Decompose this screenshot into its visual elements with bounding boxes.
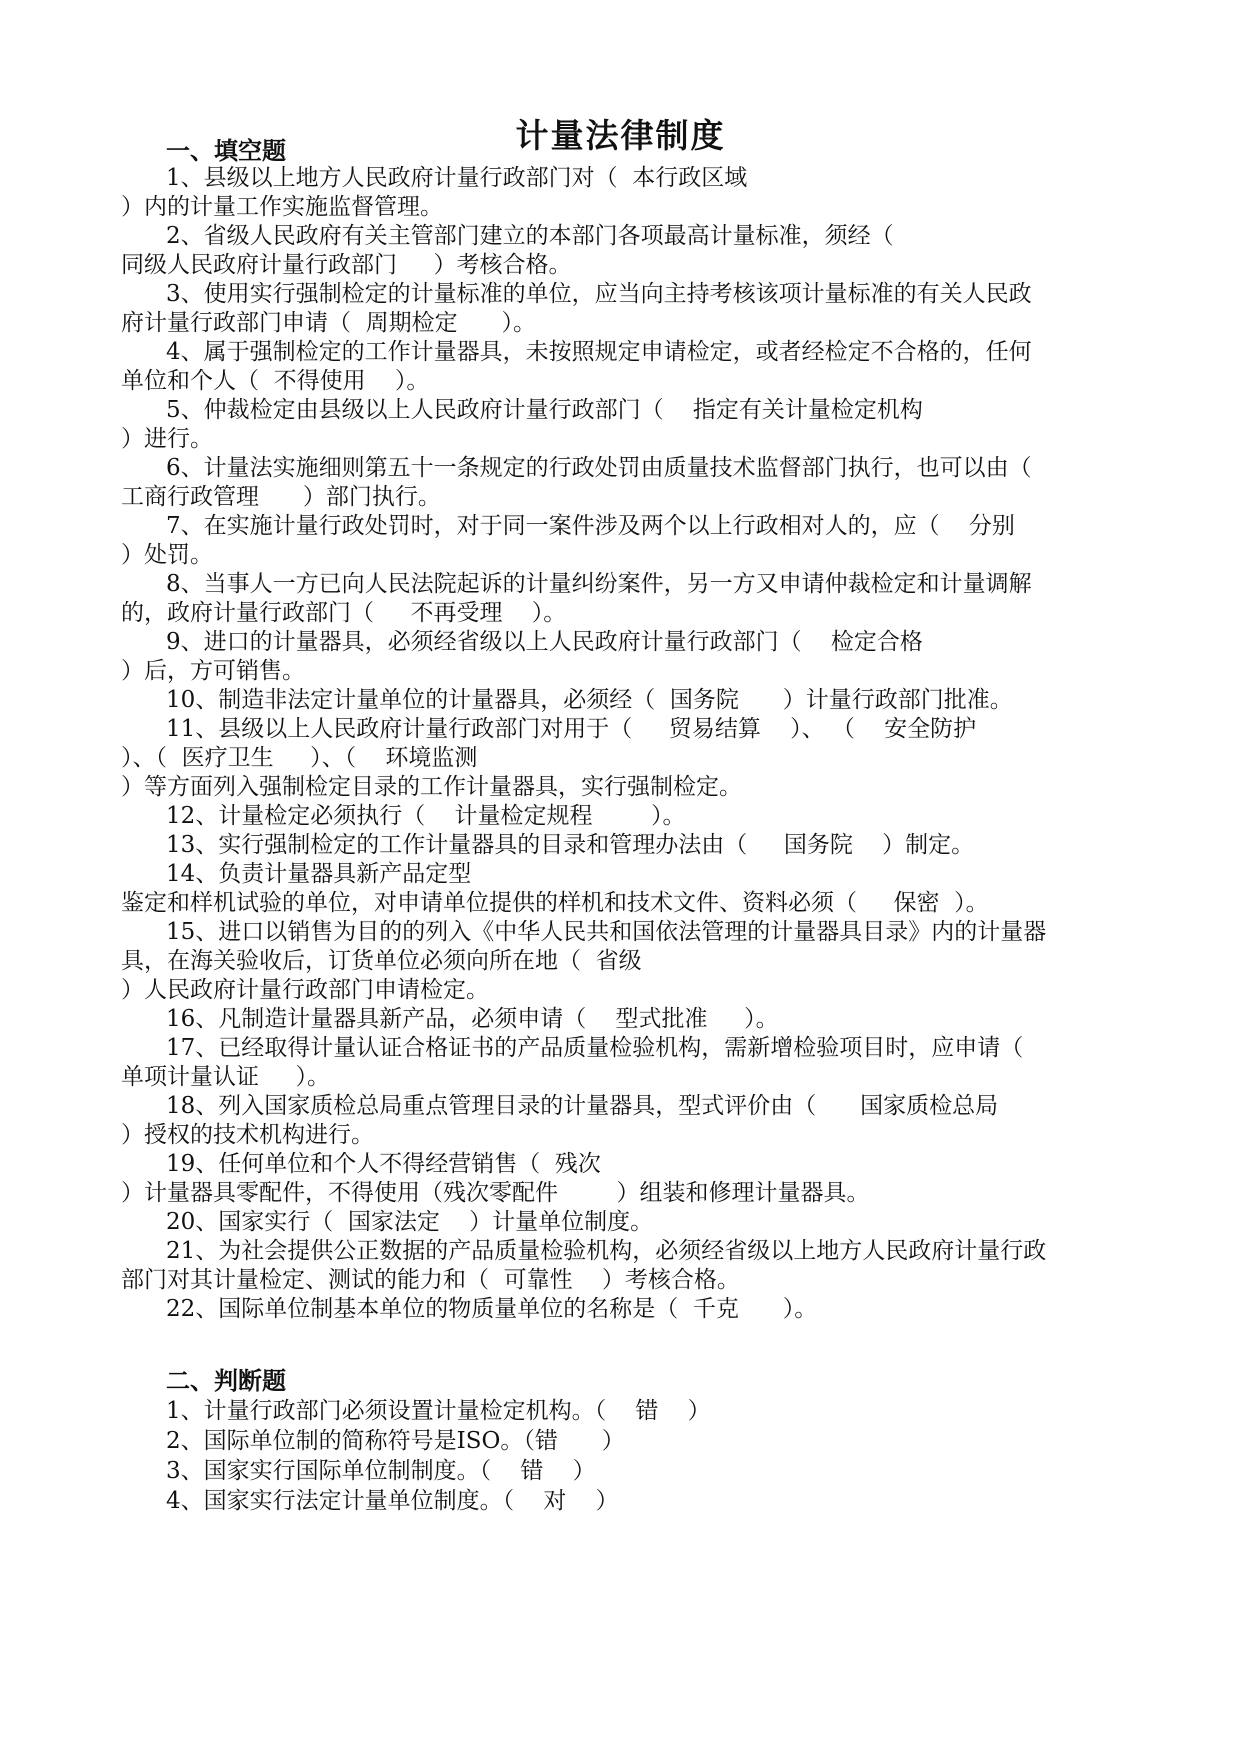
question-line: 4、国家实行法定计量单位制度。（ 对 ）: [166, 1488, 619, 1514]
question-line: 部门对其计量检定、测试的能力和（ 可靠性 ）考核合格。: [121, 1267, 740, 1293]
question-line: 府计量行政部门申请（ 周期检定 ）。: [121, 310, 536, 336]
section-heading-true-false: 二、判断题: [166, 1367, 286, 1395]
question-line: ）人民政府计量行政部门申请检定。: [121, 977, 489, 1003]
question-line: 同级人民政府计量行政部门 ）考核合格。: [121, 252, 572, 278]
section-heading-fill-blank: 一、填空题: [166, 137, 286, 165]
question-line: 18、列入国家质检总局重点管理目录的计量器具，型式评价由（ 国家质检总局: [166, 1093, 999, 1119]
question-line: 10、制造非法定计量单位的计量器具，必须经（ 国务院 ）计量行政部门批准。: [166, 687, 1013, 713]
question-line: 单项计量认证 ）。: [121, 1064, 331, 1090]
question-line: 22、国际单位制基本单位的物质量单位的名称是（ 千克 ）。: [166, 1296, 818, 1322]
question-line: 8、当事人一方已向人民法院起诉的计量纠纷案件，另一方又申请仲裁检定和计量调解: [166, 571, 1032, 597]
question-line: ）计量器具零配件，不得使用（残次零配件 ）组装和修理计量器具。: [121, 1180, 870, 1206]
question-line: 5、仲裁检定由县级以上人民政府计量行政部门（ 指定有关计量检定机构: [166, 397, 923, 423]
question-line: 1、计量行政部门必须设置计量检定机构。（ 错 ）: [166, 1398, 711, 1424]
question-line: 工商行政管理 ）部门执行。: [121, 484, 441, 510]
question-line: ）后，方可销售。: [121, 658, 305, 684]
question-line: ）等方面列入强制检定目录的工作计量器具，实行强制检定。: [121, 774, 742, 800]
question-line: ）进行。: [121, 426, 213, 452]
question-line: ）处罚。: [121, 542, 213, 568]
page-title: 计量法律制度: [515, 116, 726, 155]
question-line: ）、（ 医疗卫生 ）、（ 环境监测: [121, 745, 478, 771]
question-line: 11、县级以上人民政府计量行政部门对用于（ 贸易结算 ）、 （ 安全防护: [166, 716, 977, 742]
question-line: 19、任何单位和个人不得经营销售（ 残次: [166, 1151, 601, 1177]
question-line: 2、省级人民政府有关主管部门建立的本部门各项最高计量标准，须经（: [166, 223, 894, 249]
question-line: 3、使用实行强制检定的计量标准的单位，应当向主持考核该项计量标准的有关人民政: [166, 281, 1032, 307]
question-line: 7、在实施计量行政处罚时，对于同一案件涉及两个以上行政相对人的，应（ 分别: [166, 513, 1015, 539]
question-line: 12、计量检定必须执行（ 计量检定规程 ）。: [166, 803, 686, 829]
question-line: ）内的计量工作实施监督管理。: [121, 194, 443, 220]
question-line: 1、县级以上地方人民政府计量行政部门对（ 本行政区域: [166, 165, 748, 191]
question-line: 15、进口以销售为目的的列入《中华人民共和国依法管理的计量器具目录》内的计量器: [166, 919, 1047, 945]
question-line: 鉴定和样机试验的单位，对申请单位提供的样机和技术文件、资料必须（ 保密 ）。: [121, 890, 989, 916]
question-line: 20、国家实行（ 国家法定 ）计量单位制度。: [166, 1209, 654, 1235]
question-line: 16、凡制造计量器具新产品，必须申请（ 型式批准 ）。: [166, 1006, 779, 1032]
question-line: 13、实行强制检定的工作计量器具的目录和管理办法由（ 国务院 ）制定。: [166, 832, 975, 858]
question-line: 2、国际单位制的简称符号是ISO。（错 ）: [166, 1428, 625, 1454]
question-line: 21、为社会提供公正数据的产品质量检验机构，必须经省级以上地方人民政府计量行政: [166, 1238, 1047, 1264]
question-line: 6、计量法实施细则第五十一条规定的行政处罚由质量技术监督部门执行，也可以由（: [166, 455, 1032, 481]
question-line: ）授权的技术机构进行。: [121, 1122, 374, 1148]
question-line: 4、属于强制检定的工作计量器具，未按照规定申请检定，或者经检定不合格的，任何: [166, 339, 1032, 365]
question-line: 具，在海关验收后，订货单位必须向所在地（ 省级: [121, 948, 642, 974]
question-line: 单位和个人（ 不得使用 ）。: [121, 368, 430, 394]
question-line: 17、已经取得计量认证合格证书的产品质量检验机构，需新增检验项目时，应申请（: [166, 1035, 1024, 1061]
question-line: 9、进口的计量器具，必须经省级以上人民政府计量行政部门（ 检定合格: [166, 629, 923, 655]
question-line: 的，政府计量行政部门（ 不再受理 ）。: [121, 600, 567, 626]
question-line: 14、负责计量器具新产品定型: [166, 861, 472, 887]
question-line: 3、国家实行国际单位制制度。（ 错 ）: [166, 1458, 596, 1484]
